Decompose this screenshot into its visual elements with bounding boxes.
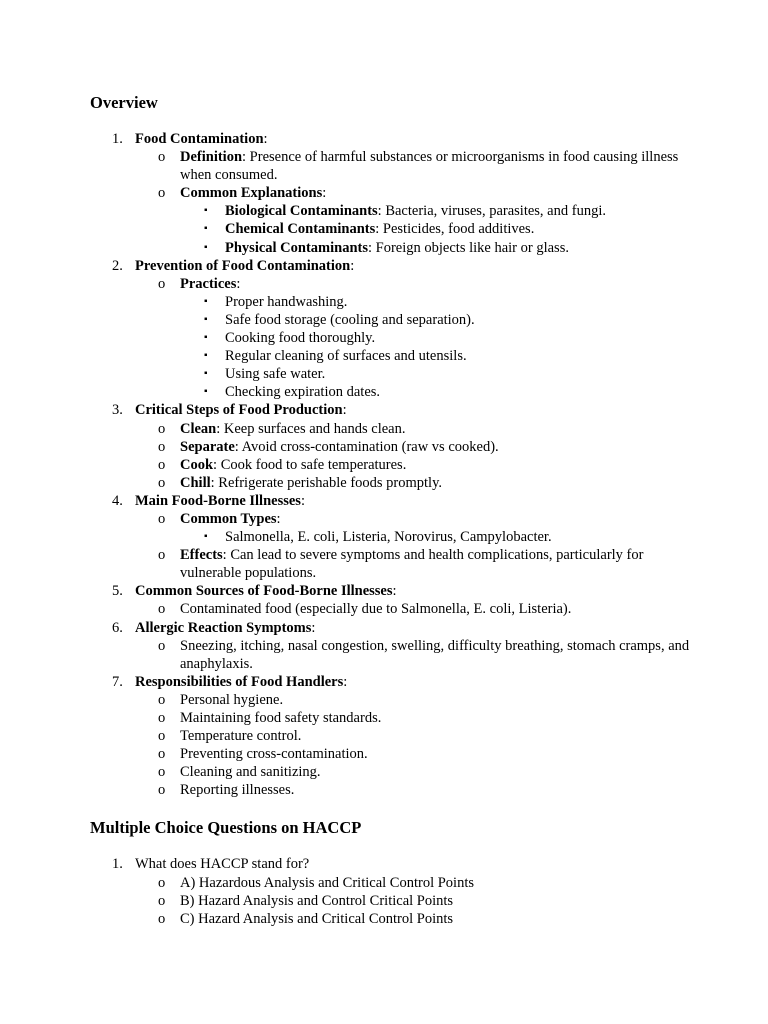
bullet-marker: o: [158, 874, 166, 891]
sub-item: [135, 148, 690, 184]
item-number: 7.: [112, 673, 123, 690]
overview-item: [90, 582, 690, 618]
sub-item-label: Effects: [180, 547, 223, 564]
sub-item: [135, 600, 690, 618]
sub-item-text: Cleaning and sanitizing.: [180, 764, 321, 781]
square-bullet-marker: ▪: [204, 350, 208, 362]
sub-item-text: :: [322, 185, 327, 202]
sub-item: [135, 546, 690, 582]
item-suffix: :: [350, 257, 355, 274]
bullet-marker: o: [158, 764, 166, 781]
sub-item: [135, 691, 690, 709]
sub-item: [135, 275, 690, 402]
item-number: 1.: [112, 131, 123, 147]
sub-item: [135, 474, 690, 492]
sub-item-text: : Avoid cross-contamination (raw vs cooked).: [234, 438, 499, 455]
sub-sub-list: [180, 293, 690, 402]
sub-item-label: Common Explanations: [180, 185, 323, 202]
mcq-list: [90, 855, 690, 927]
sub-item-text: Maintaining food safety standards.: [180, 710, 382, 726]
sub-sub-item-text: Safe food storage (cooling and separation).: [225, 311, 475, 328]
bullet-marker: o: [158, 474, 166, 491]
bullet-marker: o: [158, 547, 166, 564]
item-suffix: :: [343, 673, 348, 690]
item-title: Critical Steps of Food Production: [135, 402, 343, 419]
overview-item: [90, 401, 690, 491]
option-text: C) Hazard Analysis and Critical Control Points: [180, 910, 454, 927]
answer-option: [135, 910, 690, 928]
sub-item: [135, 456, 690, 474]
sub-item: [135, 420, 690, 438]
sub-sub-item-text: : Bacteria, viruses, parasites, and fungi.: [377, 203, 606, 220]
sub-list: [135, 275, 690, 402]
sub-item-label: Separate: [180, 438, 235, 455]
item-title: Food Contamination: [135, 131, 264, 147]
item-title: Prevention of Food Contamination: [135, 257, 351, 274]
item-title: Common Sources of Food-Borne Illnesses: [135, 583, 393, 600]
sub-item-text: Personal hygiene.: [180, 691, 284, 708]
item-number: 3.: [112, 402, 123, 419]
sub-item-label: Definition: [180, 149, 243, 166]
bullet-marker: o: [158, 691, 166, 708]
sub-list: [135, 510, 690, 582]
item-suffix: :: [311, 619, 316, 636]
item-number: 4.: [112, 492, 123, 509]
sub-item-label: Chill: [180, 474, 211, 491]
overview-item: [90, 673, 690, 800]
sub-item: [135, 438, 690, 456]
sub-sub-item-label: Biological Contaminants: [225, 203, 378, 220]
item-number: 5.: [112, 583, 123, 600]
sub-sub-item: [180, 383, 690, 401]
document-page: [90, 93, 690, 928]
sub-sub-item: [180, 329, 690, 347]
square-bullet-marker: ▪: [204, 223, 208, 235]
square-bullet-marker: ▪: [204, 386, 208, 398]
item-suffix: :: [263, 131, 268, 147]
sub-sub-list: [180, 528, 690, 546]
sub-sub-item: [180, 528, 690, 546]
square-bullet-marker: ▪: [204, 332, 208, 344]
sub-item-label: Practices: [180, 275, 237, 292]
sub-list: [135, 420, 690, 492]
sub-sub-list: [180, 202, 690, 256]
bullet-marker: o: [158, 185, 166, 202]
question-text: What does HACCP stand for?: [135, 856, 310, 873]
overview-list: [90, 130, 690, 799]
sub-item-label: Common Types: [180, 510, 277, 527]
sub-item: [135, 637, 690, 673]
sub-item-text: : Presence of harmful substances or microorganisms in food causing illness when consumed.: [180, 149, 679, 184]
sub-item: [135, 781, 690, 799]
square-bullet-marker: ▪: [204, 295, 208, 307]
mcq-heading: Multiple Choice Questions on HACCP: [90, 818, 362, 838]
square-bullet-marker: ▪: [204, 241, 208, 253]
sub-list: [135, 637, 690, 673]
sub-item: [135, 727, 690, 745]
mcq-question: [90, 855, 690, 927]
sub-sub-item: [180, 202, 690, 220]
bullet-marker: o: [158, 149, 166, 166]
sub-item-text: Contaminated food (especially due to Salmonella, E. coli, Listeria).: [180, 601, 572, 618]
sub-item: [135, 763, 690, 781]
bullet-marker: o: [158, 746, 166, 763]
sub-sub-item-label: Physical Contaminants: [225, 239, 369, 256]
item-number: 6.: [112, 619, 123, 636]
item-title: Allergic Reaction Symptoms: [135, 619, 312, 636]
sub-sub-item: [180, 365, 690, 383]
option-text: B) Hazard Analysis and Control Critical Points: [180, 892, 454, 909]
overview-item: [90, 257, 690, 402]
sub-sub-item-text: Regular cleaning of surfaces and utensils.: [225, 348, 467, 365]
sub-sub-item: [180, 293, 690, 311]
question-number: 1.: [112, 856, 123, 873]
bullet-marker: o: [158, 438, 166, 455]
bullet-marker: o: [158, 892, 166, 909]
bullet-marker: o: [158, 910, 166, 927]
item-title: Main Food-Borne Illnesses: [135, 492, 301, 509]
bullet-marker: o: [158, 275, 166, 292]
bullet-marker: o: [158, 456, 166, 473]
item-title: Responsibilities of Food Handlers: [135, 673, 344, 690]
sub-item-text: : Keep surfaces and hands clean.: [216, 420, 406, 437]
sub-sub-item-text: Salmonella, E. coli, Listeria, Norovirus, Campylobacter.: [225, 529, 552, 546]
sub-sub-item-text: Using safe water.: [225, 366, 326, 383]
sub-sub-item: [180, 347, 690, 365]
bullet-marker: o: [158, 782, 166, 799]
sub-item: [135, 709, 690, 727]
sub-list: [135, 691, 690, 800]
answer-option: [135, 874, 690, 892]
bullet-marker: o: [158, 728, 166, 745]
square-bullet-marker: ▪: [204, 531, 208, 543]
answer-option: [135, 892, 690, 910]
sub-sub-item-text: : Pesticides, food additives.: [375, 221, 535, 238]
item-number: 2.: [112, 257, 123, 274]
square-bullet-marker: ▪: [204, 368, 208, 380]
sub-sub-item: [180, 311, 690, 329]
overview-item: [90, 619, 690, 673]
sub-list: [135, 600, 690, 618]
sub-item-text: Reporting illnesses.: [180, 782, 295, 799]
overview-item: [90, 492, 690, 582]
sub-item: [135, 510, 690, 546]
overview-item: [90, 130, 690, 257]
item-suffix: :: [392, 583, 397, 600]
option-text: A) Hazardous Analysis and Critical Control Points: [180, 874, 474, 891]
sub-sub-item-text: Cooking food thoroughly.: [225, 330, 376, 347]
sub-sub-item-text: Proper handwashing.: [225, 293, 348, 310]
option-list: [135, 874, 690, 928]
sub-list: [135, 148, 690, 257]
bullet-marker: o: [158, 601, 166, 618]
sub-item-text: : Refrigerate perishable foods promptly.: [210, 474, 443, 491]
bullet-marker: o: [158, 420, 166, 437]
sub-item-label: Cook: [180, 456, 214, 473]
square-bullet-marker: ▪: [204, 313, 208, 325]
bullet-marker: o: [158, 510, 166, 527]
sub-sub-item-label: Chemical Contaminants: [225, 221, 376, 238]
sub-item-text: : Cook food to safe temperatures.: [213, 456, 407, 473]
sub-item: [135, 184, 690, 256]
sub-sub-item: [180, 239, 690, 257]
bullet-marker: o: [158, 710, 166, 726]
square-bullet-marker: ▪: [204, 205, 208, 217]
sub-item-text: :: [276, 510, 281, 527]
sub-item: [135, 745, 690, 763]
bullet-marker: o: [158, 637, 166, 654]
sub-item-text: :: [236, 275, 241, 292]
sub-sub-item-text: Checking expiration dates.: [225, 384, 381, 401]
item-suffix: :: [342, 402, 347, 419]
sub-sub-item-text: : Foreign objects like hair or glass.: [368, 239, 569, 256]
item-suffix: :: [300, 492, 305, 509]
sub-item-label: Clean: [180, 420, 217, 437]
sub-item-text: Temperature control.: [180, 728, 302, 745]
sub-sub-item: [180, 220, 690, 238]
sub-item-text: Preventing cross-contamination.: [180, 746, 368, 763]
overview-heading: Overview: [90, 93, 158, 112]
sub-item-text: Sneezing, itching, nasal congestion, swelling, difficulty breathing, stomach cramps, and anaphylaxis.: [180, 637, 690, 672]
sub-item-text: : Can lead to severe symptoms and health complications, particularly for vulnerable populations.: [180, 547, 644, 582]
